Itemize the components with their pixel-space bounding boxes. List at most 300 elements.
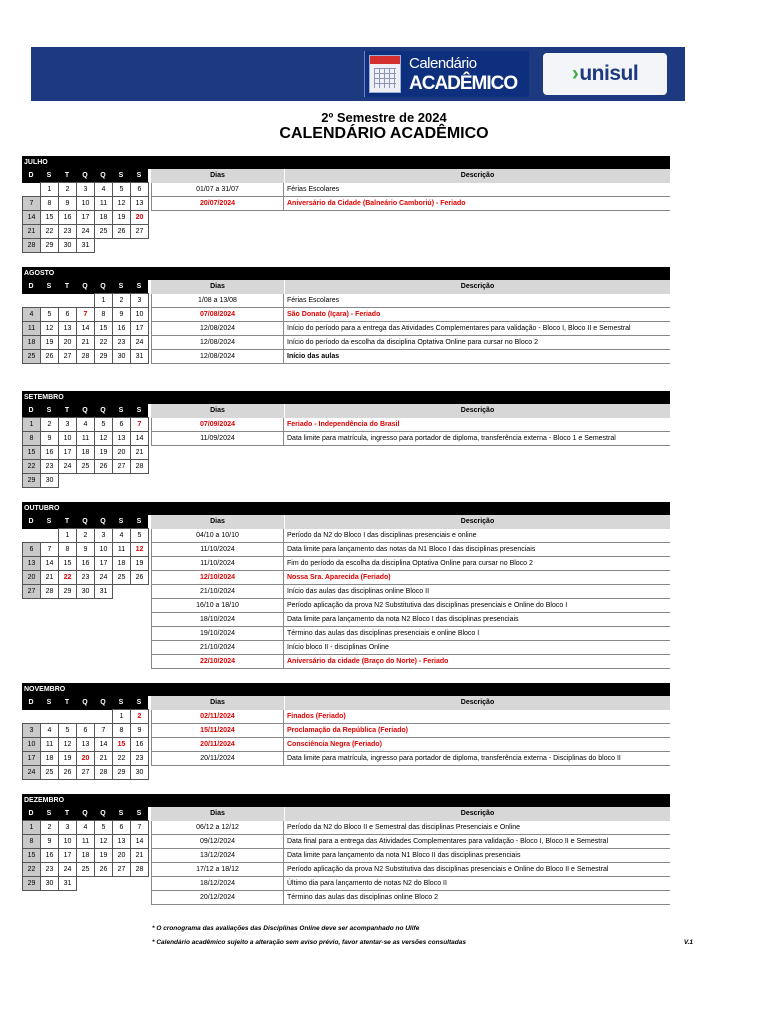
events-header [151,404,670,418]
column-header-dias: Dias [151,280,285,294]
weekday-label: S [130,807,148,821]
column-header-dias: Dias [151,515,285,529]
semester-subtitle: 2º Semestre de 2024 [321,110,447,125]
day-cell: 21 [22,224,41,239]
day-cell: 9 [58,196,77,211]
day-grid [22,807,149,891]
empty-day-cell [22,528,41,543]
day-cell: 14 [76,321,95,336]
event-date: 11/10/2024 [151,543,284,556]
empty-day-cell [76,709,95,724]
day-cell: 16 [40,445,59,460]
day-cell: 12 [94,834,113,849]
week-row [22,585,149,599]
day-cell: 29 [40,238,59,253]
empty-day-cell [94,238,113,253]
event-row [151,557,670,571]
empty-day-cell [94,473,113,488]
day-cell: 22 [22,862,41,877]
day-cell: 15 [112,737,131,752]
weekday-label: S [40,404,58,418]
month-section [22,502,670,665]
day-cell: 16 [112,321,131,336]
weekday-header-row [22,515,149,529]
day-cell: 31 [76,238,95,253]
week-row [22,432,149,446]
month-section [22,156,670,249]
day-cell: 20 [112,445,131,460]
event-date: 02/11/2024 [151,710,284,723]
unisul-logo [543,53,667,95]
week-row [22,724,149,738]
event-date: 15/11/2024 [151,724,284,737]
day-cell: 19 [94,848,113,863]
day-cell: 5 [94,820,113,835]
holiday-event-row [151,724,670,738]
column-header-descricao: Descrição [460,172,495,179]
day-cell: 31 [130,349,149,364]
empty-day-cell [40,293,59,308]
day-cell: 31 [94,584,113,599]
weekday-label: T [58,807,76,821]
day-cell: 13 [112,431,131,446]
event-date: 20/07/2024 [151,197,284,210]
day-cell: 27 [112,862,131,877]
event-description: Férias Escolares [287,297,340,304]
week-row [22,460,149,474]
version-label: V.1 [683,939,693,946]
day-cell: 2 [76,528,95,543]
day-cell: 9 [76,542,95,557]
empty-day-cell [22,709,41,724]
calendar-icon [369,55,401,93]
day-cell: 29 [112,765,131,780]
day-cell: 19 [40,335,59,350]
day-cell: 15 [94,321,113,336]
day-cell: 10 [130,307,149,322]
day-cell: 22 [40,224,59,239]
holiday-event-row [151,738,670,752]
empty-day-cell [112,238,131,253]
day-cell: 20 [76,751,95,766]
weekday-label: S [112,696,130,710]
day-cell: 17 [130,321,149,336]
day-cell: 2 [40,417,59,432]
day-cell: 1 [22,417,41,432]
week-row [22,197,149,211]
event-row [151,877,670,891]
day-cell: 26 [130,570,149,585]
day-cell: 11 [112,542,131,557]
event-date: 16/10 a 18/10 [151,599,284,612]
day-cell: 15 [40,210,59,225]
event-description: Data limite para matrícula, ingresso para portador de diploma, transferência externa - Bloco 1 e Semestral [287,435,616,442]
day-cell: 13 [22,556,41,571]
day-cell: 28 [94,765,113,780]
day-cell: 14 [130,431,149,446]
day-cell: 21 [130,848,149,863]
day-cell: 8 [40,196,59,211]
event-description: Último dia para lançamento de notas N2 do Bloco II [287,880,447,887]
week-row [22,766,149,780]
weekday-label: Q [94,696,112,710]
footnote-1: * O cronograma das avaliações das Disciplinas Online deve ser acompanhado no Ulife [152,925,420,932]
month-section [22,391,670,484]
event-description: Início bloco II - disciplinas Online [287,644,389,651]
day-cell: 8 [22,834,41,849]
day-cell: 3 [58,820,77,835]
day-cell: 11 [76,834,95,849]
day-grid [22,280,149,364]
day-cell: 3 [94,528,113,543]
day-cell: 13 [130,196,149,211]
day-cell: 13 [58,321,77,336]
day-cell: 20 [130,210,149,225]
event-description: Período aplicação da prova N2 Substitutiva das disciplinas presenciais e Online do Bloco II e Semestral [287,866,609,873]
day-cell: 30 [112,349,131,364]
event-description: Consciência Negra (Feriado) [287,741,382,748]
day-cell: 23 [130,751,149,766]
header-banner [31,47,685,101]
day-cell: 6 [22,542,41,557]
event-date: 20/11/2024 [151,738,284,751]
day-cell: 6 [58,307,77,322]
event-date: 07/09/2024 [151,418,284,431]
weekday-label: Q [76,404,94,418]
day-cell: 3 [76,182,95,197]
day-cell: 6 [112,820,131,835]
event-description: Aniversário da Cidade (Balneário Camboriú) - Feriado [287,200,466,207]
day-cell: 27 [58,349,77,364]
event-row [151,432,670,446]
day-cell: 6 [112,417,131,432]
event-row [151,294,670,308]
day-grid [22,404,149,488]
day-cell: 18 [40,751,59,766]
day-cell: 3 [130,293,149,308]
column-header-dias: Dias [151,696,285,710]
event-row [151,183,670,197]
weekday-label: Q [76,169,94,183]
logo-chevron-icon: › [571,62,579,85]
day-cell: 16 [76,556,95,571]
week-row [22,863,149,877]
weekday-label: S [40,807,58,821]
banner-title-line2: ACADÊMICO [409,73,518,94]
week-row [22,821,149,835]
day-cell: 25 [94,224,113,239]
day-cell: 17 [58,848,77,863]
day-cell: 27 [22,584,41,599]
week-row [22,738,149,752]
day-cell: 7 [94,723,113,738]
month-name: SETEMBRO [22,391,670,404]
event-row [151,585,670,599]
holiday-event-row [151,197,670,211]
weekday-label: Q [94,404,112,418]
day-cell: 9 [40,431,59,446]
event-description: Data limite para lançamento da nota N1 Bloco II das disciplinas presenciais [287,852,521,859]
logo-text: unisul [579,62,639,85]
day-cell: 8 [22,431,41,446]
day-cell: 7 [22,196,41,211]
holiday-event-row [151,308,670,322]
weekday-header-row [22,169,149,183]
day-cell: 7 [130,820,149,835]
event-description: Término das aulas das disciplinas presenciais e online Bloco I [287,630,480,637]
day-cell: 23 [76,570,95,585]
weekday-label: S [40,696,58,710]
weekday-label: T [58,280,76,294]
week-row [22,322,149,336]
day-cell: 10 [58,834,77,849]
weekday-label: S [40,169,58,183]
empty-day-cell [112,876,131,891]
day-cell: 21 [130,445,149,460]
empty-day-cell [112,584,131,599]
day-cell: 4 [22,307,41,322]
event-date: 12/08/2024 [151,322,284,335]
weekday-label: T [58,169,76,183]
day-cell: 25 [76,862,95,877]
event-date: 18/12/2024 [151,877,284,890]
empty-day-cell [130,584,149,599]
day-cell: 26 [94,862,113,877]
weekday-label: Q [76,807,94,821]
week-row [22,877,149,891]
event-description: Fim do período da escolha da disciplina Optativa Online para cursar no Bloco 2 [287,560,533,567]
column-header-descricao: Descrição [460,283,495,290]
weekday-label: D [22,807,40,821]
weekday-label: Q [76,515,94,529]
event-description: Período da N2 do Bloco II e Semestral das disciplinas Presenciais e Online [287,824,521,831]
event-description: Data final para a entrega das Atividades Complementares para validação - Bloco I, Bloco II e Semestral [287,838,609,845]
empty-day-cell [58,709,77,724]
empty-day-cell [40,528,59,543]
day-cell: 29 [58,584,77,599]
events-header [151,280,670,294]
event-date: 04/10 a 10/10 [151,529,284,542]
column-header-descricao: Descrição [460,699,495,706]
event-date: 12/08/2024 [151,336,284,349]
day-cell: 10 [94,542,113,557]
day-cell: 16 [40,848,59,863]
day-cell: 14 [22,210,41,225]
day-cell: 8 [58,542,77,557]
day-cell: 4 [94,182,113,197]
empty-day-cell [130,876,149,891]
weekday-label: S [112,515,130,529]
weekday-label: D [22,280,40,294]
day-cell: 14 [40,556,59,571]
column-header-descricao: Descrição [460,810,495,817]
day-cell: 20 [58,335,77,350]
day-cell: 28 [130,459,149,474]
events-table [151,169,670,211]
weekday-label: Q [76,696,94,710]
day-cell: 23 [40,862,59,877]
day-cell: 28 [22,238,41,253]
day-cell: 30 [76,584,95,599]
weekday-label: S [112,404,130,418]
day-cell: 24 [58,459,77,474]
day-cell: 20 [112,848,131,863]
event-date: 21/10/2024 [151,585,284,598]
event-description: Feriado - Independência do Brasil [287,421,400,428]
day-cell: 16 [130,737,149,752]
day-cell: 25 [22,349,41,364]
day-cell: 21 [40,570,59,585]
day-cell: 29 [94,349,113,364]
empty-day-cell [22,293,41,308]
day-cell: 17 [22,751,41,766]
day-cell: 11 [76,431,95,446]
weekday-header-row [22,807,149,821]
day-cell: 18 [22,335,41,350]
day-cell: 18 [94,210,113,225]
day-cell: 1 [94,293,113,308]
weekday-label: T [58,404,76,418]
event-date: 13/12/2024 [151,849,284,862]
event-date: 11/10/2024 [151,557,284,570]
day-cell: 24 [58,862,77,877]
day-cell: 11 [94,196,113,211]
week-row [22,849,149,863]
event-row [151,891,670,905]
event-date: 09/12/2024 [151,835,284,848]
weekday-label: Q [94,280,112,294]
day-cell: 24 [22,765,41,780]
day-cell: 23 [112,335,131,350]
event-date: 11/09/2024 [151,432,284,445]
event-description: Nossa Sra. Aparecida (Feriado) [287,574,391,581]
event-description: Data limite para matrícula, ingresso para portador de diploma, transferência externa - Disciplinas do bloco II [287,755,621,762]
week-row [22,446,149,460]
day-cell: 12 [112,196,131,211]
weekday-label: S [112,169,130,183]
day-cell: 13 [112,834,131,849]
day-cell: 12 [58,737,77,752]
day-cell: 2 [40,820,59,835]
week-row [22,350,149,364]
day-cell: 23 [40,459,59,474]
weekday-label: D [22,696,40,710]
day-cell: 7 [76,307,95,322]
day-cell: 27 [112,459,131,474]
weekday-label: Q [76,280,94,294]
week-row [22,211,149,225]
events-table [151,404,670,446]
weekday-label: Q [94,515,112,529]
event-description: Início do período da escolha da disciplina Optativa Online para cursar no Bloco 2 [287,339,538,346]
day-cell: 10 [22,737,41,752]
day-cell: 24 [76,224,95,239]
event-description: Aniversário da cidade (Braço do Norte) - Feriado [287,658,449,665]
event-description: Período aplicação da prova N2 Substitutiva das disciplinas presenciais e Online do Bloco I [287,602,568,609]
event-description: Finados (Feriado) [287,713,346,720]
weekday-label: S [130,696,148,710]
event-row [151,529,670,543]
day-cell: 29 [22,473,41,488]
day-cell: 29 [22,876,41,891]
event-description: Término das aulas das disciplinas online Bloco 2 [287,894,438,901]
event-row [151,835,670,849]
week-row [22,752,149,766]
weekday-label: S [130,280,148,294]
day-cell: 18 [112,556,131,571]
event-description: Proclamação da República (Feriado) [287,727,408,734]
day-cell: 4 [40,723,59,738]
day-grid [22,169,149,253]
empty-day-cell [22,182,41,197]
day-cell: 15 [22,848,41,863]
day-cell: 5 [40,307,59,322]
day-cell: 21 [76,335,95,350]
event-row [151,322,670,336]
weekday-label: S [130,404,148,418]
weekday-label: S [40,280,58,294]
events-table [151,515,670,669]
day-cell: 19 [112,210,131,225]
holiday-event-row [151,418,670,432]
week-row [22,239,149,253]
event-description: Férias Escolares [287,186,340,193]
month-name: JULHO [22,156,670,169]
day-cell: 3 [58,417,77,432]
event-date: 06/12 a 12/12 [151,821,284,834]
day-cell: 17 [94,556,113,571]
day-cell: 12 [94,431,113,446]
weekday-label: D [22,169,40,183]
month-name: DEZEMBRO [22,794,670,807]
day-cell: 8 [112,723,131,738]
column-header-dias: Dias [151,169,285,183]
footnotes [152,922,697,950]
day-cell: 25 [76,459,95,474]
day-cell: 11 [22,321,41,336]
event-row [151,599,670,613]
day-cell: 22 [58,570,77,585]
week-row [22,835,149,849]
event-description: Início do período para a entrega das Atividades Complementares para validação - Bloco I, Bloco II e Semestral [287,325,631,332]
week-row [22,183,149,197]
empty-day-cell [130,473,149,488]
event-description: Data limite para lançamento das notas da N1 Bloco I das disciplinas presenciais [287,546,536,553]
day-cell: 30 [58,238,77,253]
holiday-event-row [151,571,670,585]
weekday-label: Q [94,807,112,821]
day-cell: 5 [94,417,113,432]
event-row [151,613,670,627]
weekday-header-row [22,404,149,418]
column-header-dias: Dias [151,404,285,418]
day-cell: 18 [76,848,95,863]
month-section [22,267,670,360]
weekday-label: Q [94,169,112,183]
empty-day-cell [112,473,131,488]
day-cell: 23 [58,224,77,239]
day-grid [22,515,149,599]
day-cell: 22 [22,459,41,474]
month-name: NOVEMBRO [22,683,670,696]
event-date: 20/11/2024 [151,752,284,765]
day-cell: 2 [130,709,149,724]
empty-day-cell [40,709,59,724]
weekday-label: S [130,169,148,183]
week-row [22,294,149,308]
day-cell: 19 [130,556,149,571]
events-header [151,515,670,529]
